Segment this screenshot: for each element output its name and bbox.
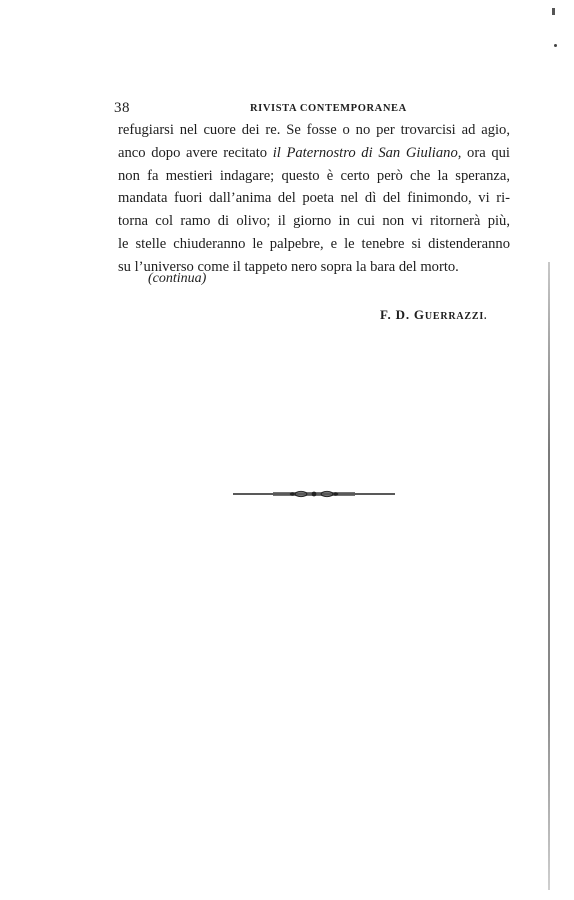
page-number: 38 [114, 100, 130, 116]
scan-corner-mark [552, 8, 555, 15]
body-paragraph [118, 119, 510, 279]
author-surname: UERRAZZI. [424, 311, 488, 322]
text-line: torna col ramo di olivo; il giorno in cui non vi ritornerà più, [118, 213, 510, 230]
text-line: le stelle chiuderanno le palpebre, e le tenebre si distenderanno [118, 235, 510, 252]
ornamental-rule [233, 487, 395, 501]
scan-dot-mark [554, 44, 557, 47]
text-line: mandata fuori dall’anima del poeta nel dì del finimondo, vi ri- [118, 190, 510, 207]
page-header [114, 100, 510, 120]
continua-note: (continua) [148, 271, 207, 286]
text-line: non fa mestieri indagare; questo è certo però che la speranza, [118, 167, 510, 184]
text-run: anco dopo avere recitato [118, 144, 273, 161]
author-signature [380, 307, 487, 323]
text-line: su l’universo come il tappeto nero sopra la bara del morto. [118, 258, 459, 275]
running-title: RIVISTA CONTEMPORANEA [250, 103, 407, 114]
page-edge-shadow [548, 262, 550, 890]
text-run: , ora qui [457, 144, 510, 161]
text-line [118, 142, 510, 165]
italic-title: il Paternostro di San Giuliano [272, 144, 458, 161]
author-initials: F. D. G [380, 307, 425, 322]
text-line: refugiarsi nel cuore dei re. Se fosse o no per trovarcisi ad agio, [118, 122, 510, 138]
